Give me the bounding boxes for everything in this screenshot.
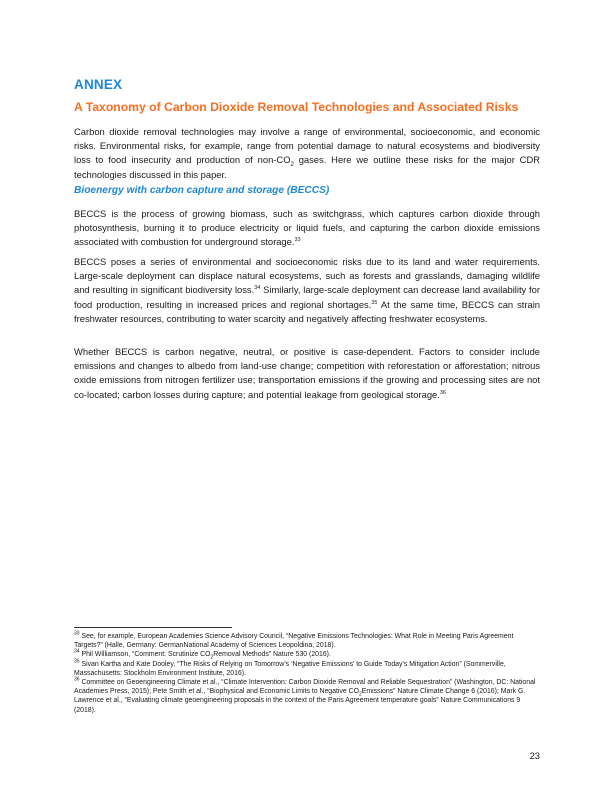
footnote-text: See, for example, European Academies Science Advisory Council, “Negative Emissions Technologies: What Role in Meeting Paris Agreement Targets?” (Halle, Germany: GermanNational Academy of Sciences Leopoldina, 2018). — [74, 633, 514, 650]
footnote-number: 34 — [74, 649, 80, 656]
footnote-text: Removal Methods” Nature 530 (2016). — [213, 651, 331, 659]
footnote-divider — [74, 627, 232, 628]
beccs-risks-text-3: At the same time, BECCS can strain freshwater resources, contributing to water scarcity and negatively affecting freshwater ecosystems. — [74, 298, 540, 324]
page-number: 23 — [529, 750, 540, 761]
beccs-risks-paragraph — [74, 255, 540, 326]
footnotes-section — [74, 632, 540, 715]
footnote-number: 35 — [74, 658, 80, 665]
beccs-definition-paragraph — [74, 207, 540, 250]
beccs-definition-text: BECCS is the process of growing biomass, such as switchgrass, which captures carbon dioxide through photosynthesis, burning it to produce electricity or liquid fuels, and capturing the carbon dioxide emissions associated with combustion for underground storage. — [74, 208, 540, 248]
footnote-ref-36[interactable]: 36 — [439, 389, 446, 396]
footnote-ref-34[interactable]: 34 — [254, 285, 261, 292]
footnote-subscript: 2 — [358, 691, 362, 698]
beccs-carbon-balance-paragraph — [74, 345, 540, 402]
beccs-risks-text-2: Similarly, large-scale deployment can decrease land availability for food production, resulting in increased prices and regional shortages. — [74, 284, 540, 310]
footnote-number: 33 — [74, 630, 80, 637]
footnote-subscript: 2 — [210, 654, 214, 661]
beccs-subheading: Bioenergy with carbon capture and storage (BECCS) — [74, 185, 330, 196]
footnote-35 — [74, 660, 540, 678]
footnote-text: Committee on Geoengineering Climate et al., “Climate Intervention: Carbon Dioxide Removal and Reliable Sequestration” (Washington, DC: National Academies Press, 2015); Pete Smith et al., “Biophysical and Economic Limits to Negative CO — [74, 679, 536, 696]
beccs-risks-text-1: BECCS poses a series of environmental and socioeconomic risks due to its land and water requirements. Large-scale deployment can displace natural ecosystems, such as forests and grasslands, damaging wildlife and resulting in significant biodiversity loss. — [74, 256, 540, 296]
footnote-33 — [74, 632, 540, 650]
footnote-text: Phil Williamson, “Comment: Scrutinize CO — [79, 651, 211, 659]
footnote-ref-33[interactable]: 33 — [294, 237, 301, 244]
footnote-36 — [74, 678, 540, 715]
footnote-text: Sivan Kartha and Kate Dooley, “The Risks of Relying on Tomorrow’s ‘Negative Emissions’ to Guide Today’s Mitigation Action” (Sommerville, Massachusetts: Stockholm Environment Institute, 2016). — [74, 660, 506, 677]
intro-subscript: 2 — [290, 162, 294, 169]
footnote-34 — [74, 650, 540, 659]
intro-text-part2: gases. Here we outline these risks for the major CDR technologies discussed in this paper. — [74, 154, 540, 180]
annex-title: ANNEX — [74, 77, 123, 92]
footnote-ref-35[interactable]: 35 — [371, 299, 378, 306]
intro-text-part1: Carbon dioxide removal technologies may involve a range of environmental, socioeconomic, and economic risks. Environmental risks, for example, range from potential damage to natural ecosystems and biodiversity loss to food insecurity and production of non-CO — [74, 126, 540, 166]
footnote-text: Emissions” Nature Climate Change 6 (2016); Mark G. Lawrence et al., “Evaluating climate geoengineering proposals in the context of the Paris Agreement temperature goals” Nature Communications 9 (2018). — [74, 688, 526, 714]
beccs-carbon-balance-text: Whether BECCS is carbon negative, neutral, or positive is case-dependent. Factors to consider include emissions and changes to albedo from land-use change; competition with reforestation or afforestation; nitrous oxide emissions from nitrogen fertilizer use; transportation emissions if the growing and processing sites are not co-located; carbon losses during capture; and potential leakage from geological storage. — [74, 346, 540, 400]
footnote-number: 36 — [74, 676, 80, 683]
intro-paragraph — [74, 125, 540, 182]
section-title: A Taxonomy of Carbon Dioxide Removal Technologies and Associated Risks — [74, 100, 519, 114]
